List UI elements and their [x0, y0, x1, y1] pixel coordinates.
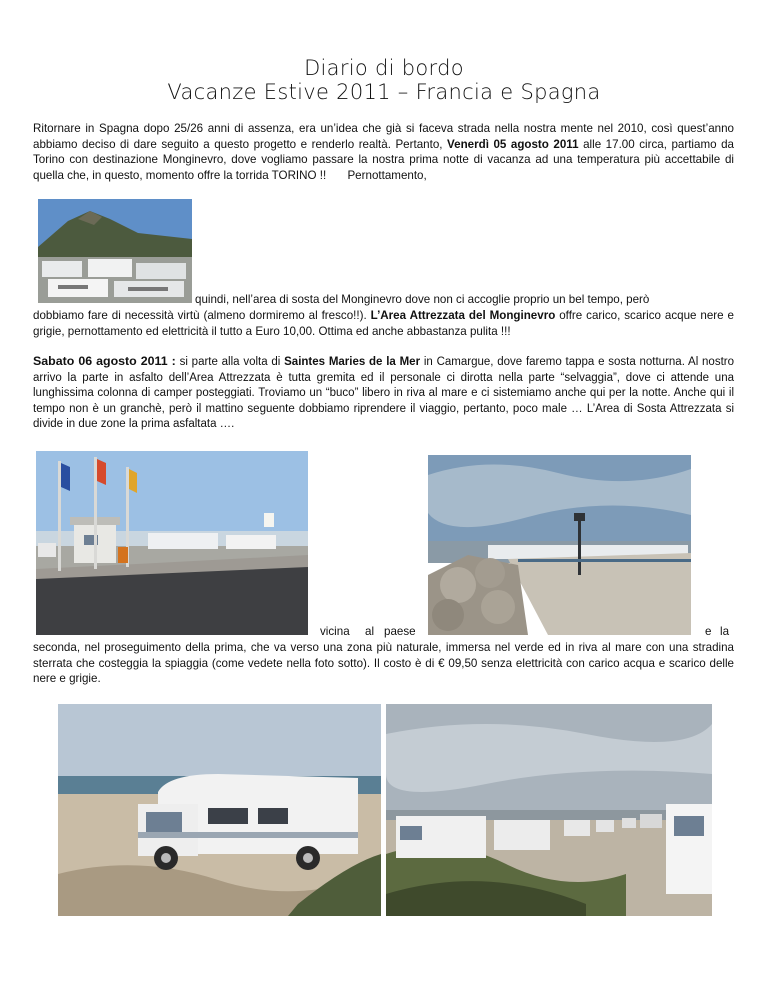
paragraph-monginevro: dobbiamo fare di necessità virtù (almeno dormiremo al fresco!!). L’Area Attrezzata del Monginevro offre carico, scarico acque nere e grigie, pernottamento ed elettricità il tutto a Euro 10,00. Ottima ed anche abbastanza pulita !!! — [33, 309, 735, 338]
photo-camper-beach — [58, 704, 381, 916]
text-monginevro-line: quindi, nell’area di sosta del Monginevro dove non ci accoglie proprio un bel tempo, però — [195, 293, 650, 306]
paragraph-second-area: seconda, nel proseguimento della prima, che va verso una zona più naturale, immersa nel verde ed in riva al mare con una stradina sterrata che costeggia la spiaggia (come vedete nella foto sotto). Il costo è di € 09,50 senza elettricità con carico acqua e scarico delle nere e grigie. — [33, 641, 734, 686]
page-title-line1: Diario di bordo — [304, 56, 464, 80]
word-paese: paese — [384, 625, 416, 638]
word-e: e — [705, 625, 712, 638]
word-vicina: vicina — [320, 625, 350, 638]
photo-seafront-promenade — [428, 455, 691, 635]
photo-camper-row — [386, 704, 712, 916]
paragraph-saintes-maries: Sabato 06 agosto 2011 : si parte alla volta di Saintes Maries de la Mer in Camargue, dove faremo tappa e sosta notturna. Al nostro arrivo la parte in asfalto dell’Area Attrezzata è tutta gremita ed il personale ci dirotta nella parte “selvaggia”, dove ci attende una lunghissima colonna di camper posteggiati. Troviamo un “buco” libero in riva al mare e ci sistemiamo anche qui per la notte. Anche qui il tempo non è un granchè, però il mattino seguente dobbiamo riprendere il viaggio, pertanto, poco male … L’Area di Sosta Attrezzata si divide in due zone la prima asfaltata …. — [33, 354, 735, 431]
page-title-line2: Vacanze Estive 2011 – Francia e Spagna — [167, 80, 601, 104]
paragraph-intro: Ritornare in Spagna dopo 25/26 anni di assenza, era un’idea che già si faceva strada nella nostra mente nel 2010, così quest’anno abbiamo deciso di dare seguito a questo progetto e renderlo realtà. Pertanto, Venerdì 05 agosto 2011 alle 17.00 circa, partiamo da Torino con destinazione Monginevro, dove vogliamo passare la nostra prima notte di vacanza ad una temperatura più accettabile di quella che, in questo, momento offre la torrida TORINO !! Pernottamento, — [33, 122, 734, 182]
word-al: al — [365, 625, 375, 638]
photo-asphalt-area-entrance — [36, 451, 308, 635]
word-la: la — [720, 625, 730, 638]
photo-monginevro-campsite — [38, 199, 192, 303]
